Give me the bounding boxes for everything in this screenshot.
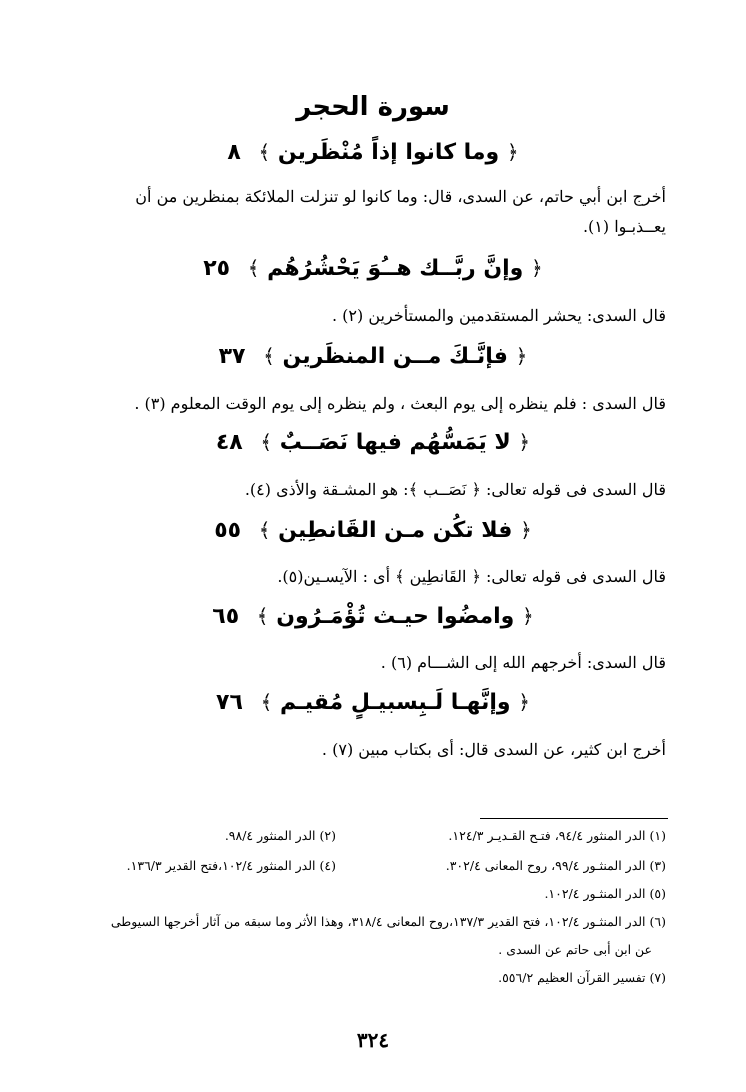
commentary-line: يعــذبـوا (١). [582,217,666,236]
verse-heading [0,604,746,629]
verse-heading [0,344,746,369]
footnote-4: (٤) الدر المنثور ١٠٢/٤،فتح القدير ١٣٦/٣. [126,858,336,873]
verse-number: ٣٧ [218,344,246,369]
footnote-5: (٥) الدر المنثـور ١٠٢/٤. [544,886,666,901]
close-bracket: ﴾ [263,344,275,368]
close-bracket: ﴾ [258,140,271,164]
verse-heading [0,518,746,543]
verse-text: لا يَمَسُّهُم فيها نَصَــبٌ [279,430,511,455]
commentary-line: أخرج ابن كثير، عن السدى قال: أى بكتاب مبين (٧) . [321,740,666,759]
commentary-line: قال السدى: أخرجهم الله إلى الشـــام (٦) . [380,653,666,672]
verse-text: وإنَّهـا لَـبِسبيـلٍ مُقيـم [279,690,511,715]
verse-number: ٢٥ [203,256,231,281]
footnote-divider [480,818,668,819]
open-bracket: ﴿ [518,430,531,454]
close-bracket: ﴾ [256,604,269,628]
close-bracket: ﴾ [258,518,271,542]
footnote-6-continued: عن ابن أبى حاتم عن السدى . [498,942,652,957]
verse-number: ٨ [227,140,241,165]
verse-number: ٦٥ [212,604,240,629]
verse-text: وإنَّ ربَّــك هــُوَ يَحْشُرُهُم [267,256,524,281]
verse-number: ٤٨ [215,430,243,455]
open-bracket: ﴿ [520,518,532,542]
commentary-line: أخرج ابن أبي حاتم، عن السدى، قال: وما كانوا لو تنزلت الملائكة بمنظرين من أن [135,187,666,206]
footnote-7: (٧) تفسير القرآن العظيم ٥٥٦/٢. [498,970,666,985]
close-bracket: ﴾ [260,690,273,714]
verse-text: وما كانوا إذاً مُنْظَرين [277,140,500,165]
verse-text: وامضُوا حيـث تُؤْمَـرُون [276,604,515,629]
footnote-1: (١) الدر المنثور ٩٤/٤، فتـح القـديـر ١٢٤/٣. [448,828,666,843]
open-bracket: ﴿ [506,140,519,164]
verse-text: فإنَّـكَ مــن المنظَرين [282,344,508,369]
footnote-2: (٢) الدر المنثور ٩٨/٤. [224,828,336,843]
verse-number: ٥٥ [214,518,242,543]
close-bracket: ﴾ [247,256,260,280]
verse-text: فلا تكُن مـن القَانطِين [278,518,513,543]
page-number: ٣٢٤ [356,1028,390,1052]
open-bracket: ﴿ [515,344,528,368]
verse-heading [0,256,746,281]
commentary-line: قال السدى: يحشر المستقدمين والمستأخرين (٢) . [332,306,666,325]
footnote-6: (٦) الدر المنثـور ١٠٢/٤، فتح القدير ١٣٧/٣،روح المعانى ٣١٨/٤، وهذا الأثر وما سبقه من آثار أخرجها السيوطى [110,914,666,929]
commentary-line: قال السدى فى قوله تعالى: ﴿ القَانطِين ﴾ أى : الآيسـين(٥). [277,567,666,586]
commentary-line: قال السدى فى قوله تعالى: ﴿ نَصَــب ﴾: هو المشـقة والأذى (٤). [244,480,666,499]
open-bracket: ﴿ [522,604,534,628]
close-bracket: ﴾ [260,430,273,454]
verse-heading [0,690,746,715]
verse-number: ٧٦ [216,690,243,715]
footnote-3: (٣) الدر المنثـور ٩٩/٤، روح المعانى ٣٠٢/٤. [445,858,666,873]
commentary-line: قال السدى : فلم ينظره إلى يوم البعث ، ولم ينظره إلى يوم الوقت المعلوم (٣) . [134,394,666,413]
surah-title: سورة الحجر [296,92,450,122]
verse-heading [0,430,746,455]
open-bracket: ﴿ [518,690,530,714]
open-bracket: ﴿ [531,256,543,280]
verse-heading [0,140,746,165]
